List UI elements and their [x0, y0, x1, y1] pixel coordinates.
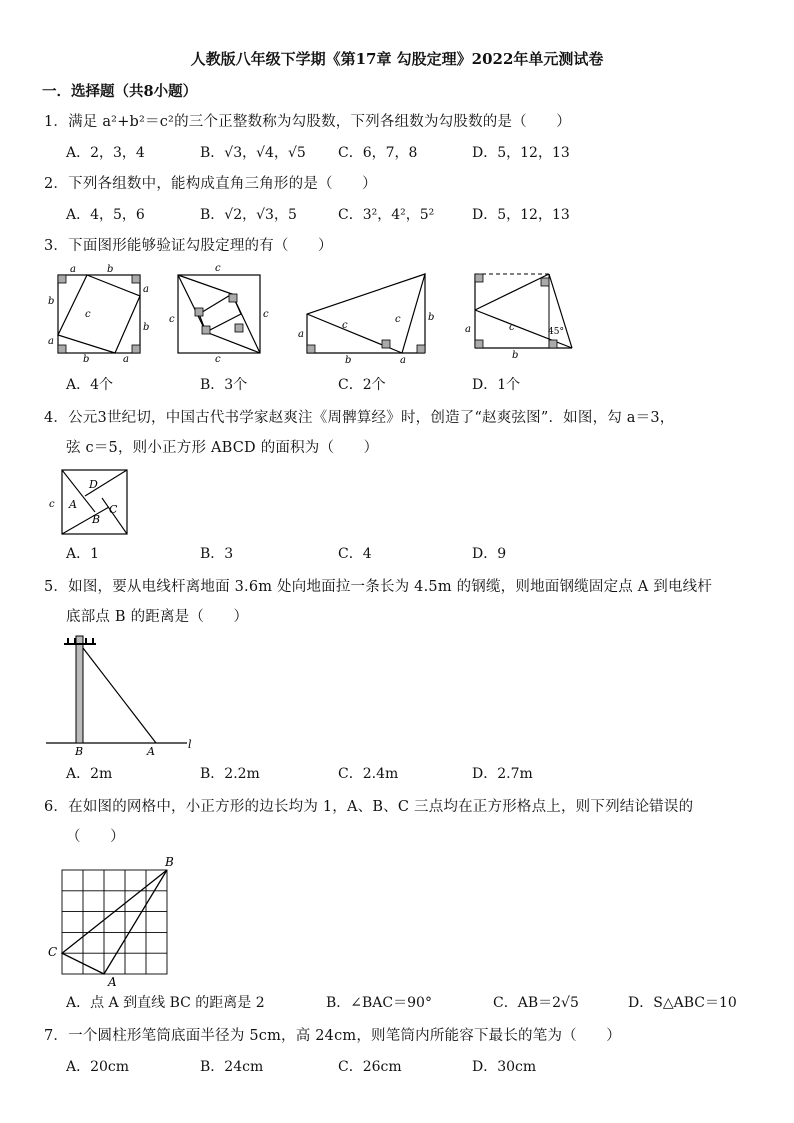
label-a: a [123, 354, 129, 365]
q2-option-c: C．3²，4²，5² [338, 207, 435, 223]
q6-figure-grid [45, 855, 185, 990]
label-C: C [48, 945, 58, 959]
label-b: b [83, 354, 90, 365]
q5-figure-utility-pole [42, 628, 202, 760]
label-A: A [108, 975, 117, 989]
q2-option-a: A．4，5，6 [66, 207, 145, 223]
q6-option-d: D．S△ABC＝10 [628, 995, 737, 1011]
label-c: c [395, 314, 401, 325]
label-b: b [345, 355, 352, 366]
label-c: c [215, 263, 221, 274]
label-c: c [169, 314, 175, 325]
question-7-stem: 7．一个圆柱形笔筒底面半径为 5cm，高 24cm，则笔筒内所能容下最长的笔为（ ） [44, 1028, 621, 1044]
q5-option-c: C．2.4m [338, 766, 399, 782]
q6-option-c: C．AB＝2√5 [493, 995, 579, 1011]
label-c: c [85, 309, 91, 320]
q3-figure-2 [165, 262, 270, 365]
label-A: A [69, 498, 77, 511]
question-4-stem-line-2: 弦 c＝5，则小正方形 ABCD 的面积为（ ） [66, 440, 379, 456]
q4-option-c: C．4 [338, 546, 372, 562]
q1-option-a: A．2，3，4 [66, 145, 145, 161]
q4-figure-zhao-shuang-diagram [45, 465, 135, 545]
question-1-stem: 1．满足 a²+b²＝c²的三个正整数称为勾股数，下列各组数为勾股数的是（ ） [44, 114, 571, 130]
label-A: A [147, 745, 155, 758]
label-l: l [188, 738, 192, 751]
label-D: D [89, 478, 98, 491]
q3-option-c: C．2个 [338, 377, 386, 393]
q3-figure-1 [45, 262, 155, 365]
q2-option-d: D．5，12，13 [472, 207, 570, 223]
q1-option-b: B．√3，√4，√5 [200, 145, 306, 161]
q7-option-b: B．24cm [200, 1059, 264, 1075]
q5-option-d: D．2.7m [472, 766, 533, 782]
label-c: c [263, 309, 269, 320]
label-c: c [509, 322, 515, 333]
label-a: a [465, 324, 471, 335]
label-B: B [165, 855, 174, 869]
q3-figure-4 [462, 262, 582, 362]
q3-option-d: D．1个 [472, 377, 521, 393]
question-6-stem-line-1: 6．在如图的网格中，小正方形的边长均为 1，A、B、C 三点均在正方形格点上，则下列结论错误的 [44, 799, 694, 815]
label-a: a [70, 264, 76, 275]
label-c: c [342, 320, 348, 331]
label-b: b [428, 312, 435, 323]
label-b: b [48, 296, 55, 307]
q3-figure-3 [295, 262, 440, 366]
q3-option-b: B．3个 [200, 377, 248, 393]
label-a: a [298, 329, 304, 340]
question-5-stem-line-2: 底部点 B 的距离是（ ） [66, 609, 249, 625]
q7-option-c: C．26cm [338, 1059, 402, 1075]
q3-option-a: A．4个 [66, 377, 114, 393]
label-b: b [512, 350, 519, 361]
q4-option-a: A．1 [66, 546, 100, 562]
q7-option-d: D．30cm [472, 1059, 537, 1075]
label-b: b [143, 322, 150, 333]
q5-option-b: B．2.2m [200, 766, 260, 782]
question-2-stem: 2．下列各组数中，能构成直角三角形的是（ ） [44, 176, 377, 192]
question-4-stem-line-1: 4．公元3世纪切，中国古代书学家赵爽注《周髀算经》时，创造了“赵爽弦图”．如图，勾 a＝3， [44, 410, 675, 426]
label-a: a [143, 284, 149, 295]
q1-option-c: C．6，7，8 [338, 145, 418, 161]
q7-option-a: A．20cm [66, 1059, 130, 1075]
q1-option-d: D．5，12，13 [472, 145, 570, 161]
page-title: 人教版八年级下学期《第17章 勾股定理》2022年单元测试卷 [190, 50, 604, 68]
label-a: a [48, 336, 54, 347]
label-C: C [109, 503, 118, 516]
label-c: c [215, 354, 221, 365]
question-6-stem-line-2: （ ） [66, 829, 125, 845]
question-5-stem-line-1: 5．如图，要从电线杆离地面 3.6m 处向地面拉一条长为 4.5m 的钢缆，则地面钢缆固定点 A 到电线杆 [44, 579, 713, 595]
q6-option-b: B．∠BAC＝90° [326, 995, 432, 1011]
label-45-degrees: 45° [548, 327, 564, 337]
section-heading: 一．选择题（共8小题） [42, 83, 198, 100]
q4-option-b: B．3 [200, 546, 234, 562]
q5-option-a: A．2m [66, 766, 113, 782]
q4-option-d: D．9 [472, 546, 507, 562]
question-3-stem: 3．下面图形能够验证勾股定理的有（ ） [44, 238, 333, 254]
q6-option-a: A．点 A 到直线 BC 的距离是 2 [66, 995, 265, 1011]
label-b: b [107, 264, 114, 275]
label-a: a [400, 355, 406, 366]
label-B: B [92, 513, 101, 526]
label-B: B [75, 745, 84, 758]
label-c: c [49, 499, 55, 510]
q2-option-b: B．√2，√3，5 [200, 207, 297, 223]
